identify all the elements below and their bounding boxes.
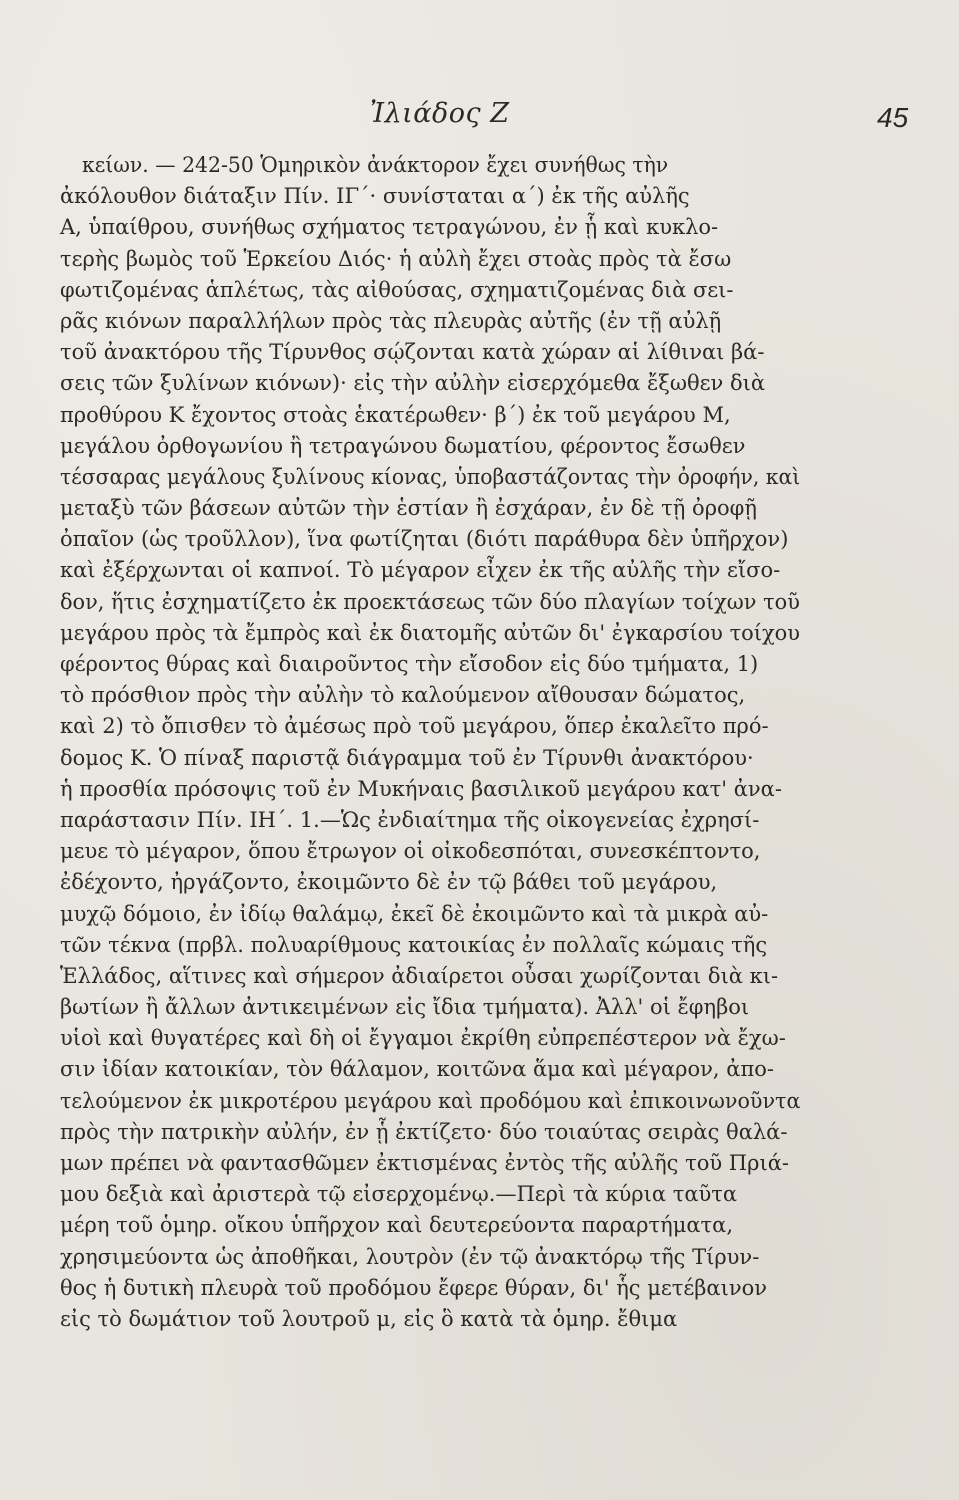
text-line: ρᾶς κιόνων παραλλήλων πρὸς τὰς πλευρὰς αὐτῆς (ἐν τῇ αὐλῇ <box>60 308 722 333</box>
text-line: μεγάλου ὀρθογωνίου ἢ τετραγώνου δωματίου, φέροντος ἔσωθεν <box>60 433 746 458</box>
text-line: ἀκόλουθον διάταξιν Πίν. ΙΓ΄· συνίσταται α΄) ἐκ τῆς αὐλῆς <box>60 184 690 209</box>
text-line: μεταξὺ τῶν βάσεων αὐτῶν τὴν ἑστίαν ἢ ἐσχάραν, ἐν δὲ τῇ ὀροφῇ <box>60 496 757 521</box>
text-line: ὀπαῖον (ὡς τροῦλλον), ἵνα φωτίζηται (διότι παράθυρα δὲν ὑπῆρχον) <box>60 527 789 552</box>
text-line: χρησιμεύοντα ὡς ἀποθῆκαι, λουτρὸν (ἐν τῷ ἀνακτόρῳ τῆς Τίρυν- <box>60 1244 760 1269</box>
text-line: ἐδέχοντο, ἠργάζοντο, ἐκοιμῶντο δὲ ἐν τῷ βάθει τοῦ μεγάρου, <box>60 870 718 895</box>
text-line: τερὴς βωμὸς τοῦ Ἑρκείου Διός· ἡ αὐλὴ ἔχει στοὰς πρὸς τὰ ἔσω <box>60 246 732 271</box>
page-number: 45 <box>877 102 909 133</box>
text-line: φέροντος θύρας καὶ διαιροῦντος τὴν εἴσοδον εἰς δύο τμήματα, 1) <box>60 652 759 676</box>
running-title: Ἰλιάδος Ζ <box>370 98 510 129</box>
text-line: μων πρέπει νὰ φαντασθῶμεν ἐκτισμένας ἐντὸς τῆς αὐλῆς τοῦ Πριά- <box>60 1151 789 1175</box>
text-line: κείων. — 242-50 Ὁμηρικὸν ἀνάκτορον ἔχει συνήθως τὴν <box>82 153 669 177</box>
text-line: δον, ἥτις ἐσχηματίζετο ἐκ προεκτάσεως τῶν δύο πλαγίων τοίχων τοῦ <box>60 589 800 614</box>
commentary-text <box>60 150 800 1335</box>
text-line: σεις τῶν ξυλίνων κιόνων)· εἰς τὴν αὐλὴν εἰσερχόμεθα ἔξωθεν διὰ <box>60 371 765 396</box>
text-line: προθύρου Κ ἔχοντος στοὰς ἑκατέρωθεν· β΄) ἐκ τοῦ μεγάρου Μ, <box>60 402 731 427</box>
text-line: Ἑλλάδος, αἵτινες καὶ σήμερον ἀδιαίρετοι οὖσαι χωρίζονται διὰ κι- <box>60 963 779 988</box>
text-line: καὶ ἐξέρχωνται οἱ καπνοί. Τὸ μέγαρον εἶχεν ἐκ τῆς αὐλῆς τὴν εἴσο- <box>60 558 781 583</box>
text-line: εἰς τὸ δωμάτιον τοῦ λουτροῦ μ, εἰς ὃ κατὰ τὰ ὁμηρ. ἔθιμα <box>60 1306 678 1331</box>
text-line: θος ἡ δυτικὴ πλευρὰ τοῦ προδόμου ἔφερε θύραν, δι' ἧς μετέβαινον <box>60 1275 767 1300</box>
text-line: τὸ πρόσθιον πρὸς τὴν αὐλὴν τὸ καλούμενον αἴθουσαν δώματος, <box>60 683 746 708</box>
text-line: καὶ 2) τὸ ὄπισθεν τὸ ἀμέσως πρὸ τοῦ μεγάρου, ὅπερ ἐκαλεῖτο πρό- <box>60 714 769 739</box>
text-line: μου δεξιὰ καὶ ἀριστερὰ τῷ εἰσερχομένῳ.—Περὶ τὰ κύρια ταῦτα <box>60 1182 738 1207</box>
text-line: σιν ἰδίαν κατοικίαν, τὸν θάλαμον, κοιτῶνα ἅμα καὶ μέγαρον, ἀπο- <box>60 1057 774 1082</box>
text-line: δομος Κ. Ὁ πίναξ παριστᾷ διάγραμμα τοῦ ἐν Τίρυνθι ἀνακτόρου· <box>60 745 754 770</box>
text-line: τελούμενον ἐκ μικροτέρου μεγάρου καὶ προδόμου καὶ ἐπικοινωνοῦντα <box>60 1088 801 1113</box>
page-header <box>0 98 959 138</box>
text-line: βωτίων ἢ ἄλλων ἀντικειμένων εἰς ἴδια τμήματα). Ἀλλ' οἱ ἔφηβοι <box>60 995 750 1020</box>
text-line: πρὸς τὴν πατρικὴν αὐλήν, ἐν ᾗ ἐκτίζετο· δύο τοιαύτας σειρὰς θαλά- <box>60 1119 788 1144</box>
text-line: παράστασιν Πίν. ΙΗ΄. 1.—Ὡς ἐνδιαίτημα τῆς οἰκογενείας ἐχρησί- <box>60 807 760 832</box>
text-line: Α, ὑπαίθρου, συνήθως σχήματος τετραγώνου, ἐν ᾗ καὶ κυκλο- <box>60 215 719 240</box>
text-line: μυχῷ δόμοιο, ἐν ἰδίῳ θαλάμῳ, ἐκεῖ δὲ ἐκοιμῶντο καὶ τὰ μικρὰ αὐ- <box>60 901 769 926</box>
text-line: ἡ προσθία πρόσοψις τοῦ ἐν Μυκήναις βασιλικοῦ μεγάρου κατ' ἀνα- <box>60 776 782 801</box>
text-line: τέσσαρας μεγάλους ξυλίνους κίονας, ὑποβαστάζοντας τὴν ὀροφήν, καὶ <box>60 464 801 489</box>
text-line: υἱοὶ καὶ θυγατέρες καὶ δὴ οἱ ἔγγαμοι ἐκρίθη εὐπρεπέστερον νὰ ἔχω- <box>60 1026 786 1051</box>
text-line: τῶν τέκνα (πρβλ. πολυαρίθμους κατοικίας ἐν πολλαῖς κώμαις τῆς <box>60 932 768 957</box>
text-line: φωτιζομένας ἁπλέτως, τὰς αἰθούσας, σχηματιζομένας διὰ σει- <box>60 277 734 302</box>
text-line: μέρη τοῦ ὁμηρ. οἴκου ὑπῆρχον καὶ δευτερεύοντα παραρτήματα, <box>60 1213 734 1238</box>
text-line: τοῦ ἀνακτόρου τῆς Τίρυνθος σῴζονται κατὰ χώραν αἱ λίθιναι βά- <box>60 340 765 365</box>
text-line: μεγάρου πρὸς τὰ ἔμπρὸς καὶ ἐκ διατομῆς αὐτῶν δι' ἐγκαρσίου τοίχου <box>60 620 801 645</box>
text-line: μευε τὸ μέγαρον, ὅπου ἔτρωγον οἱ οἰκοδεσπόται, συνεσκέπτοντο, <box>60 839 761 864</box>
